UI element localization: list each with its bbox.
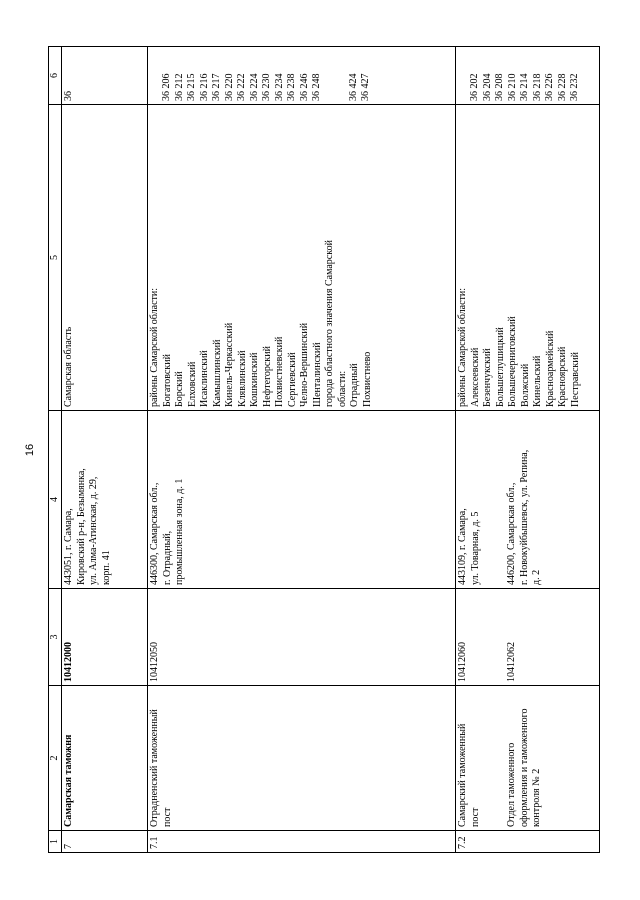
district-code: 36 210 xyxy=(506,73,518,101)
table-row xyxy=(62,47,148,853)
district-name: Камышлинский xyxy=(211,339,223,407)
district-name: Красноярский xyxy=(557,346,568,407)
district-name: Нефтегорский xyxy=(261,346,273,407)
district-code: 36 204 xyxy=(481,73,493,101)
district-name: Елховский xyxy=(186,361,198,407)
post-name xyxy=(456,686,600,831)
address-line: 446300, Самарская обл., xyxy=(149,482,160,585)
district-name: Кинель-Черкасский xyxy=(224,322,235,407)
sub-name-line: Отдел таможенного xyxy=(506,742,517,827)
sub-address-line: г. Новокуйбышевск, ул. Репина, xyxy=(518,449,530,585)
district-code: 36 217 xyxy=(211,73,222,101)
district-code: 36 230 xyxy=(261,73,272,101)
address-line: г. Отрадный, xyxy=(161,530,173,585)
district-name: Кошкинский xyxy=(249,352,260,407)
customs-name: Самарская таможня xyxy=(62,686,148,831)
customs-code: 10412000 xyxy=(62,589,148,686)
district-name: Борский xyxy=(174,371,185,407)
district-code: 36 208 xyxy=(494,73,505,101)
region-name: Самарская область xyxy=(62,105,148,411)
row-number: 7.2 xyxy=(456,831,600,853)
district-name: Исаклинский xyxy=(199,350,210,407)
post-address xyxy=(148,411,456,589)
address-line: ул. Товарная, д. 5 xyxy=(469,511,481,585)
district-name: Челно-Вершинский xyxy=(299,322,310,407)
row-number: 7 xyxy=(62,831,148,853)
district-name: Алексеевский xyxy=(469,347,481,407)
customs-address xyxy=(62,411,148,589)
district-code: 36 222 xyxy=(236,73,247,101)
address-line: 443051, г. Самара, xyxy=(63,508,74,585)
page-number: 16 xyxy=(24,443,36,457)
address-line: Кировский р-н, Безымянка, xyxy=(75,468,87,585)
name-line: Отрадненский таможенный xyxy=(149,709,160,827)
codes-list xyxy=(148,47,456,105)
city-code: 36 424 xyxy=(347,73,359,101)
district-code: 36 246 xyxy=(298,73,310,101)
district-code: 36 202 xyxy=(469,73,480,101)
district-code: 36 214 xyxy=(519,73,530,101)
address-line: корп. 41 xyxy=(100,550,112,585)
district-name: Шенталинский xyxy=(311,342,323,407)
district-name: Волжский xyxy=(519,363,531,407)
header-cell: 4 xyxy=(49,411,62,589)
cities-title: области: xyxy=(336,370,348,407)
district-code: 36 238 xyxy=(286,73,297,101)
district-name: Сергиевский xyxy=(286,352,298,407)
header-cell: 1 xyxy=(49,831,62,853)
district-code: 36 216 xyxy=(198,73,210,101)
okato-code: 36 xyxy=(62,47,148,105)
city-name: Отрадный xyxy=(349,363,360,407)
header-cell: 6 xyxy=(49,47,62,105)
district-name: Безенчукский xyxy=(482,348,493,407)
sub-name-line: контроля № 2 xyxy=(531,768,542,827)
district-name: Похвистневский xyxy=(274,336,285,407)
address-line: промышленная зона, д. 1 xyxy=(174,478,185,585)
address-line: 443109, г. Самара, xyxy=(457,508,468,585)
district-code: 36 215 xyxy=(186,73,197,101)
district-code: 36 232 xyxy=(569,73,580,101)
header-row xyxy=(49,47,62,853)
district-code: 36 226 xyxy=(544,73,555,101)
district-name: Клявлинский xyxy=(236,350,248,407)
name-line: пост xyxy=(469,807,481,827)
sub-name-line: оформления и таможенного xyxy=(518,708,530,827)
table-row xyxy=(148,47,456,853)
code-line: 10412060 xyxy=(457,642,468,682)
header-cell: 2 xyxy=(49,686,62,831)
codes-list xyxy=(456,47,600,105)
header-cell: 3 xyxy=(49,589,62,686)
districts-list xyxy=(456,105,600,411)
post-name xyxy=(148,686,456,831)
districts-title: районы Самарской области: xyxy=(149,287,160,407)
districts-list xyxy=(148,105,456,411)
post-code: 10412050 xyxy=(148,589,456,686)
post-code xyxy=(456,589,600,686)
name-line: пост xyxy=(161,807,173,827)
header-cell: 5 xyxy=(49,105,62,411)
table-row xyxy=(456,47,600,853)
sub-code-line: 10412062 xyxy=(505,642,517,682)
cities-title: города областного значения Самарской xyxy=(324,240,335,407)
name-line: Самарский таможенный xyxy=(457,723,468,827)
address-line: ул. Алма-Атинская, д. 29, xyxy=(88,476,99,585)
city-code: 36 427 xyxy=(360,73,371,101)
district-code: 36 220 xyxy=(223,73,235,101)
district-name: Кинельский xyxy=(532,355,543,407)
district-code: 36 228 xyxy=(556,73,568,101)
row-number: 7.1 xyxy=(148,831,456,853)
district-name: Пестравский xyxy=(569,352,581,407)
district-code: 36 248 xyxy=(311,73,322,101)
district-code: 36 224 xyxy=(248,73,260,101)
district-name: Богатовский xyxy=(161,354,173,407)
district-name: Большечерниговский xyxy=(507,316,518,407)
sub-address-line: 446200, Самарская обл., xyxy=(506,482,517,585)
districts-title: районы Самарской области: xyxy=(457,287,468,407)
district-code: 36 234 xyxy=(273,73,285,101)
district-code: 36 212 xyxy=(173,73,185,101)
district-code: 36 218 xyxy=(531,73,543,101)
district-code: 36 206 xyxy=(161,73,172,101)
post-address xyxy=(456,411,600,589)
district-name: Красноармейский xyxy=(544,330,556,407)
sub-address-line: д. 2 xyxy=(531,569,542,585)
city-name: Похвистнево xyxy=(361,351,373,407)
customs-table xyxy=(48,46,600,853)
rotated-table-container xyxy=(48,47,600,853)
district-name: Большеглушицкий xyxy=(494,327,506,407)
